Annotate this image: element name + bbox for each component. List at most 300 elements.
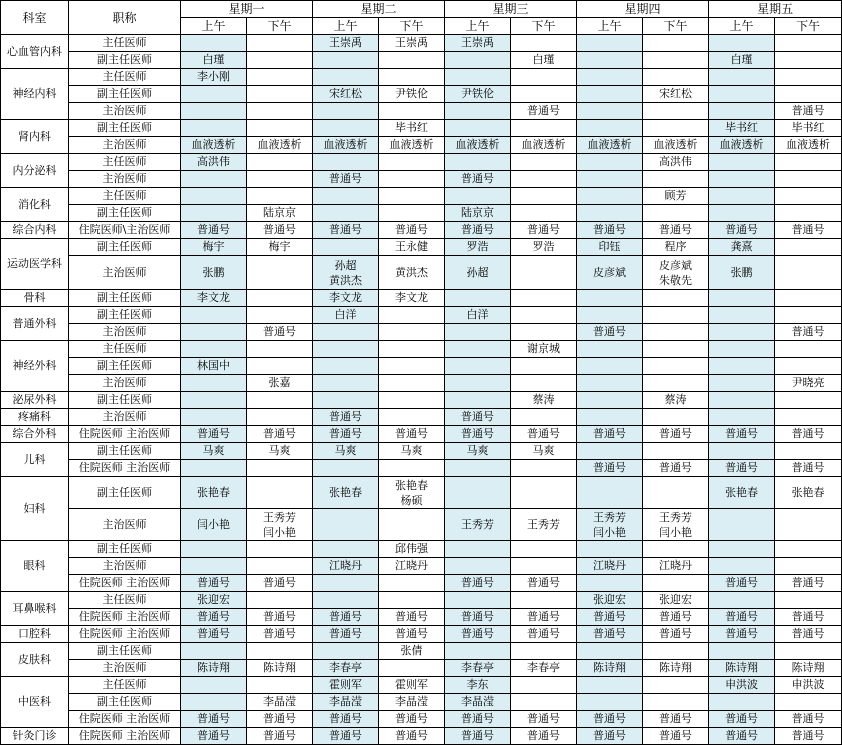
table-row (1, 477, 842, 509)
pm-slot-cell: 江晓丹 (379, 558, 445, 575)
am-slot-cell (577, 154, 643, 171)
am-slot-cell: 普通号 (577, 324, 643, 341)
pm-slot-cell: 普通号 (643, 626, 709, 643)
pm-slot-cell: 普通号 (511, 609, 577, 626)
am-slot-cell: 林国中 (181, 358, 247, 375)
pm-slot-cell (775, 643, 842, 660)
header-am: 上午 (709, 18, 775, 35)
pm-slot-cell (643, 409, 709, 426)
header-pm: 下午 (379, 18, 445, 35)
am-slot-cell (313, 592, 379, 609)
table-row (1, 660, 842, 677)
pm-slot-cell: 血液透析 (247, 137, 313, 154)
title-cell: 主任医师 (69, 35, 181, 52)
am-slot-cell: 李晶滢 (445, 694, 511, 711)
pm-slot-cell (643, 35, 709, 52)
pm-slot-cell: 李春亭 (511, 660, 577, 677)
pm-slot-cell (775, 290, 842, 307)
pm-slot-cell: 普通号 (775, 103, 842, 120)
am-slot-cell: 龚熹 (709, 239, 775, 256)
am-slot-cell: 张鹏 (709, 256, 775, 290)
am-slot-cell: 普通号 (709, 728, 775, 745)
am-slot-cell: 白瑾 (181, 52, 247, 69)
pm-slot-cell (643, 477, 709, 509)
am-slot-cell (709, 307, 775, 324)
pm-slot-cell: 普通号 (775, 609, 842, 626)
table-row (1, 728, 842, 745)
title-cell: 主治医师 (69, 103, 181, 120)
pm-slot-cell: 血液透析 (775, 137, 842, 154)
pm-slot-cell: 普通号 (247, 222, 313, 239)
am-slot-cell (313, 358, 379, 375)
pm-slot-cell: 普通号 (379, 609, 445, 626)
pm-slot-cell: 邱伟强 (379, 541, 445, 558)
am-slot-cell: 毕书红 (709, 120, 775, 137)
pm-slot-cell: 血液透析 (511, 137, 577, 154)
am-slot-cell: 马爽 (313, 443, 379, 460)
pm-slot-cell: 血液透析 (379, 137, 445, 154)
department-cell: 神经内科 (1, 69, 69, 120)
am-slot-cell (577, 120, 643, 137)
am-slot-cell (445, 188, 511, 205)
am-slot-cell (313, 509, 379, 541)
am-slot-cell: 普通号 (445, 171, 511, 188)
table-row (1, 137, 842, 154)
am-slot-cell (709, 392, 775, 409)
pm-slot-cell (511, 324, 577, 341)
pm-slot-cell: 尹铁伦 (379, 86, 445, 103)
am-slot-cell: 普通号 (577, 728, 643, 745)
am-slot-cell (709, 188, 775, 205)
pm-slot-cell (775, 205, 842, 222)
am-slot-cell (709, 324, 775, 341)
am-slot-cell (577, 358, 643, 375)
am-slot-cell (709, 375, 775, 392)
pm-slot-cell (511, 409, 577, 426)
title-cell: 住院医师\主治医师 (69, 222, 181, 239)
pm-slot-cell (379, 171, 445, 188)
pm-slot-cell: 陈诗翔 (247, 660, 313, 677)
pm-slot-cell: 普通号 (643, 460, 709, 477)
am-slot-cell (181, 541, 247, 558)
am-slot-cell: 普通号 (445, 222, 511, 239)
am-slot-cell: 李晶滢 (313, 694, 379, 711)
am-slot-cell (445, 120, 511, 137)
schedule-body (1, 35, 842, 745)
pm-slot-cell (247, 256, 313, 290)
pm-slot-cell: 普通号 (775, 626, 842, 643)
pm-slot-cell: 马爽 (511, 443, 577, 460)
pm-slot-cell (247, 592, 313, 609)
pm-slot-cell (511, 290, 577, 307)
am-slot-cell (577, 69, 643, 86)
am-slot-cell: 王崇禹 (445, 35, 511, 52)
pm-slot-cell: 马爽 (247, 443, 313, 460)
pm-slot-cell (247, 558, 313, 575)
am-slot-cell: 普通号 (313, 171, 379, 188)
pm-slot-cell (511, 643, 577, 660)
pm-slot-cell (643, 69, 709, 86)
table-row (1, 409, 842, 426)
am-slot-cell (445, 558, 511, 575)
title-cell: 主治医师 (69, 256, 181, 290)
am-slot-cell (709, 592, 775, 609)
table-row (1, 35, 842, 52)
department-cell: 中医科 (1, 677, 69, 728)
am-slot-cell: 尹铁伦 (445, 86, 511, 103)
pm-slot-cell (247, 358, 313, 375)
am-slot-cell (577, 575, 643, 592)
department-cell: 骨科 (1, 290, 69, 307)
am-slot-cell: 普通号 (577, 609, 643, 626)
pm-slot-cell (643, 120, 709, 137)
title-cell: 主任医师 (69, 592, 181, 609)
pm-slot-cell: 谢京城 (511, 341, 577, 358)
pm-slot-cell: 普通号 (775, 222, 842, 239)
am-slot-cell: 张迎宏 (181, 592, 247, 609)
department-cell: 消化科 (1, 188, 69, 222)
table-row (1, 575, 842, 592)
am-slot-cell (709, 154, 775, 171)
am-slot-cell (709, 69, 775, 86)
pm-slot-cell: 普通号 (511, 728, 577, 745)
am-slot-cell: 普通号 (181, 728, 247, 745)
pm-slot-cell: 普通号 (511, 103, 577, 120)
pm-slot-cell (247, 341, 313, 358)
table-row (1, 375, 842, 392)
pm-slot-cell: 普通号 (643, 426, 709, 443)
am-slot-cell: 白瑾 (709, 52, 775, 69)
department-cell: 普通外科 (1, 307, 69, 341)
pm-slot-cell (775, 358, 842, 375)
pm-slot-cell (511, 375, 577, 392)
pm-slot-cell (247, 35, 313, 52)
am-slot-cell: 普通号 (313, 409, 379, 426)
table-row (1, 558, 842, 575)
pm-slot-cell (379, 592, 445, 609)
am-slot-cell: 普通号 (313, 728, 379, 745)
title-cell: 主治医师 (69, 137, 181, 154)
am-slot-cell (313, 52, 379, 69)
am-slot-cell: 普通号 (709, 426, 775, 443)
am-slot-cell: 张艳春 (313, 477, 379, 509)
am-slot-cell (577, 86, 643, 103)
pm-slot-cell: 王秀芳 闫小艳 (247, 509, 313, 541)
department-cell: 神经外科 (1, 341, 69, 392)
am-slot-cell (709, 341, 775, 358)
pm-slot-cell (247, 307, 313, 324)
pm-slot-cell (379, 392, 445, 409)
am-slot-cell: 普通号 (709, 711, 775, 728)
am-slot-cell: 孙超 (445, 256, 511, 290)
pm-slot-cell: 蔡涛 (643, 392, 709, 409)
pm-slot-cell: 王秀芳 (511, 509, 577, 541)
pm-slot-cell: 张倩 (379, 643, 445, 660)
pm-slot-cell (643, 307, 709, 324)
table-row (1, 307, 842, 324)
title-cell: 副主任医师 (69, 52, 181, 69)
pm-slot-cell (775, 86, 842, 103)
table-row (1, 677, 842, 694)
am-slot-cell (577, 171, 643, 188)
pm-slot-cell: 程序 (643, 239, 709, 256)
table-row (1, 52, 842, 69)
pm-slot-cell: 尹晓亮 (775, 375, 842, 392)
am-slot-cell: 普通号 (445, 711, 511, 728)
am-slot-cell (577, 35, 643, 52)
table-row (1, 358, 842, 375)
am-slot-cell: 李春亭 (313, 660, 379, 677)
am-slot-cell (709, 205, 775, 222)
am-slot-cell (445, 290, 511, 307)
title-cell: 主治医师 (69, 409, 181, 426)
pm-slot-cell (643, 358, 709, 375)
am-slot-cell: 普通号 (577, 426, 643, 443)
pm-slot-cell: 普通号 (775, 324, 842, 341)
pm-slot-cell: 张迎宏 (643, 592, 709, 609)
title-cell: 住院医师 主治医师 (69, 728, 181, 745)
pm-slot-cell (643, 341, 709, 358)
pm-slot-cell (511, 307, 577, 324)
pm-slot-cell: 普通号 (511, 626, 577, 643)
pm-slot-cell (247, 677, 313, 694)
am-slot-cell: 李文龙 (313, 290, 379, 307)
title-cell: 主任医师 (69, 677, 181, 694)
pm-slot-cell (247, 69, 313, 86)
am-slot-cell (181, 460, 247, 477)
pm-slot-cell (643, 290, 709, 307)
pm-slot-cell: 普通号 (379, 426, 445, 443)
am-slot-cell (445, 154, 511, 171)
pm-slot-cell (511, 120, 577, 137)
am-slot-cell (313, 643, 379, 660)
title-cell: 住院医师 主治医师 (69, 460, 181, 477)
pm-slot-cell (775, 154, 842, 171)
department-cell: 综合内科 (1, 222, 69, 239)
am-slot-cell: 孙超 黄洪杰 (313, 256, 379, 290)
department-cell: 眼科 (1, 541, 69, 592)
am-slot-cell: 血液透析 (577, 137, 643, 154)
am-slot-cell (709, 358, 775, 375)
pm-slot-cell: 梅宇 (247, 239, 313, 256)
title-cell: 主治医师 (69, 558, 181, 575)
pm-slot-cell: 陈诗翔 (643, 660, 709, 677)
am-slot-cell: 白洋 (445, 307, 511, 324)
pm-slot-cell (247, 460, 313, 477)
am-slot-cell (577, 477, 643, 509)
am-slot-cell (709, 443, 775, 460)
header-pm: 下午 (775, 18, 842, 35)
pm-slot-cell: 皮彦斌 朱敬先 (643, 256, 709, 290)
title-cell: 主任医师 (69, 341, 181, 358)
pm-slot-cell: 普通号 (643, 609, 709, 626)
pm-slot-cell (247, 86, 313, 103)
pm-slot-cell: 普通号 (247, 728, 313, 745)
am-slot-cell (313, 575, 379, 592)
am-slot-cell: 陆京京 (445, 205, 511, 222)
pm-slot-cell (775, 52, 842, 69)
table-row (1, 205, 842, 222)
pm-slot-cell: 陆京京 (247, 205, 313, 222)
table-row (1, 426, 842, 443)
title-cell: 住院医师 主治医师 (69, 626, 181, 643)
pm-slot-cell (511, 171, 577, 188)
am-slot-cell (313, 205, 379, 222)
am-slot-cell (445, 69, 511, 86)
table-row (1, 256, 842, 290)
pm-slot-cell: 普通号 (643, 711, 709, 728)
am-slot-cell: 普通号 (445, 626, 511, 643)
pm-slot-cell: 李晶滢 (379, 694, 445, 711)
am-slot-cell (577, 307, 643, 324)
am-slot-cell: 李春亭 (445, 660, 511, 677)
table-row (1, 460, 842, 477)
pm-slot-cell (775, 558, 842, 575)
pm-slot-cell (379, 375, 445, 392)
pm-slot-cell (643, 541, 709, 558)
title-cell: 主任医师 (69, 154, 181, 171)
pm-slot-cell: 李晶滢 (247, 694, 313, 711)
pm-slot-cell: 普通号 (775, 426, 842, 443)
header-title: 职称 (69, 1, 181, 35)
am-slot-cell: 普通号 (709, 222, 775, 239)
title-cell: 主任医师 (69, 69, 181, 86)
title-cell: 副主任医师 (69, 120, 181, 137)
am-slot-cell (577, 205, 643, 222)
title-cell: 住院医师 主治医师 (69, 426, 181, 443)
pm-slot-cell (379, 660, 445, 677)
pm-slot-cell: 普通号 (379, 711, 445, 728)
am-slot-cell: 陈诗翔 (709, 660, 775, 677)
am-slot-cell (445, 375, 511, 392)
am-slot-cell (709, 541, 775, 558)
am-slot-cell: 普通号 (181, 575, 247, 592)
pm-slot-cell: 王永健 (379, 239, 445, 256)
am-slot-cell (577, 392, 643, 409)
department-cell: 综合外科 (1, 426, 69, 443)
pm-slot-cell: 申洪波 (775, 677, 842, 694)
am-slot-cell (181, 120, 247, 137)
pm-slot-cell (775, 307, 842, 324)
table-row (1, 711, 842, 728)
pm-slot-cell: 普通号 (379, 222, 445, 239)
pm-slot-cell: 马爽 (379, 443, 445, 460)
title-cell: 副主任医师 (69, 694, 181, 711)
pm-slot-cell (775, 239, 842, 256)
table-row (1, 69, 842, 86)
pm-slot-cell (511, 694, 577, 711)
am-slot-cell: 王崇禹 (313, 35, 379, 52)
am-slot-cell (445, 592, 511, 609)
pm-slot-cell (247, 188, 313, 205)
pm-slot-cell: 普通号 (247, 711, 313, 728)
pm-slot-cell: 普通号 (247, 626, 313, 643)
am-slot-cell: 普通号 (313, 609, 379, 626)
am-slot-cell: 普通号 (181, 222, 247, 239)
am-slot-cell: 普通号 (577, 626, 643, 643)
pm-slot-cell (775, 509, 842, 541)
pm-slot-cell: 普通号 (775, 575, 842, 592)
am-slot-cell (313, 103, 379, 120)
am-slot-cell (445, 477, 511, 509)
am-slot-cell (313, 154, 379, 171)
title-cell: 副主任医师 (69, 290, 181, 307)
pm-slot-cell (511, 592, 577, 609)
pm-slot-cell (643, 443, 709, 460)
am-slot-cell (181, 643, 247, 660)
am-slot-cell: 李东 (445, 677, 511, 694)
am-slot-cell: 普通号 (313, 222, 379, 239)
am-slot-cell: 李文龙 (181, 290, 247, 307)
pm-slot-cell: 张艳春 (775, 477, 842, 509)
pm-slot-cell (511, 541, 577, 558)
am-slot-cell (577, 375, 643, 392)
am-slot-cell (445, 541, 511, 558)
am-slot-cell (181, 677, 247, 694)
pm-slot-cell (775, 392, 842, 409)
header-day: 星期三 (445, 1, 577, 18)
table-row (1, 509, 842, 541)
am-slot-cell (313, 188, 379, 205)
table-row (1, 239, 842, 256)
department-cell: 针灸门诊 (1, 728, 69, 745)
table-row (1, 188, 842, 205)
am-slot-cell (313, 120, 379, 137)
title-cell: 副主任医师 (69, 86, 181, 103)
department-cell: 妇科 (1, 477, 69, 541)
pm-slot-cell (379, 103, 445, 120)
am-slot-cell: 血液透析 (445, 137, 511, 154)
am-slot-cell (181, 205, 247, 222)
am-slot-cell: 宋红松 (313, 86, 379, 103)
am-slot-cell: 王秀芳 闫小艳 (577, 509, 643, 541)
title-cell: 副主任医师 (69, 205, 181, 222)
pm-slot-cell (775, 35, 842, 52)
pm-slot-cell: 张嘉 (247, 375, 313, 392)
am-slot-cell (181, 103, 247, 120)
pm-slot-cell: 宋红松 (643, 86, 709, 103)
am-slot-cell (577, 643, 643, 660)
am-slot-cell: 皮彦斌 (577, 256, 643, 290)
header-day: 星期二 (313, 1, 445, 18)
pm-slot-cell (379, 575, 445, 592)
am-slot-cell: 罗浩 (445, 239, 511, 256)
am-slot-cell: 印钰 (577, 239, 643, 256)
am-slot-cell: 张鹏 (181, 256, 247, 290)
am-slot-cell (709, 171, 775, 188)
am-slot-cell: 霍则军 (313, 677, 379, 694)
department-cell: 内分泌科 (1, 154, 69, 188)
am-slot-cell (445, 341, 511, 358)
pm-slot-cell (775, 341, 842, 358)
pm-slot-cell (379, 154, 445, 171)
am-slot-cell (313, 541, 379, 558)
am-slot-cell: 普通号 (709, 609, 775, 626)
title-cell: 副主任医师 (69, 643, 181, 660)
table-row (1, 392, 842, 409)
title-cell: 主治医师 (69, 171, 181, 188)
am-slot-cell: 普通号 (181, 426, 247, 443)
am-slot-cell (577, 694, 643, 711)
am-slot-cell: 普通号 (445, 409, 511, 426)
header-day-row (1, 1, 842, 18)
department-cell: 心血管内科 (1, 35, 69, 69)
am-slot-cell (181, 35, 247, 52)
am-slot-cell: 普通号 (313, 626, 379, 643)
am-slot-cell (445, 643, 511, 660)
title-cell: 住院医师 主治医师 (69, 609, 181, 626)
am-slot-cell (709, 643, 775, 660)
